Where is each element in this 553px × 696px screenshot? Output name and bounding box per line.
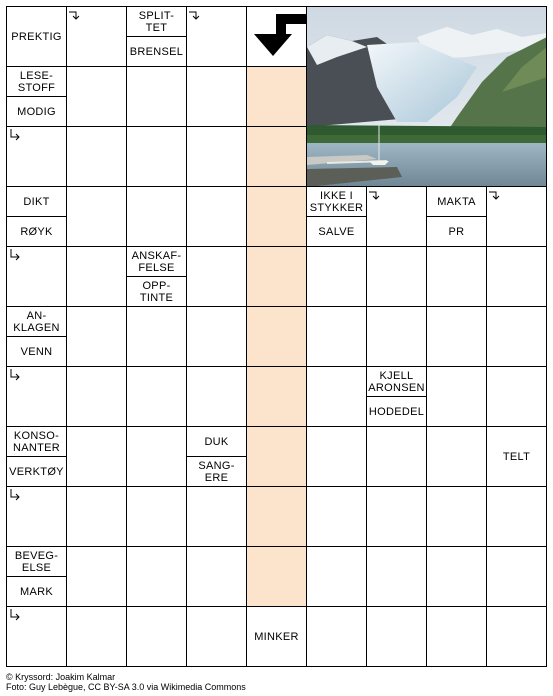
clue-mark: MARK [20, 585, 53, 598]
grid-cell[interactable] [307, 247, 367, 307]
clue-brensel: BRENSEL [129, 45, 184, 58]
credit-crossword: © Kryssord: Joakim Kalmar [6, 672, 116, 682]
clue-sangere: SANG- ERE [198, 459, 235, 484]
grid-cell[interactable] [127, 307, 187, 367]
grid-cell[interactable] [307, 607, 367, 667]
grid-cell[interactable] [367, 247, 427, 307]
grid-cell[interactable] [7, 247, 67, 307]
credits [6, 672, 246, 692]
grid-cell[interactable] [127, 367, 187, 427]
grid-cell[interactable] [187, 547, 247, 607]
grid-cell[interactable] [7, 367, 67, 427]
grid-cell[interactable] [427, 247, 487, 307]
grid-cell[interactable] [367, 307, 427, 367]
grid-cell[interactable] [67, 367, 127, 427]
glacier-fjord-photo [307, 7, 546, 186]
grid-cell[interactable] [187, 367, 247, 427]
grid-cell[interactable] [67, 127, 127, 187]
grid-cell[interactable] [187, 187, 247, 247]
grid-cell[interactable] [487, 367, 547, 427]
clue-kjell-aronsen: KJELL ARONSEN [368, 369, 425, 394]
clue-prektig: PREKTIG [11, 30, 62, 43]
grid-cell[interactable] [487, 307, 547, 367]
grid-cell[interactable] [127, 127, 187, 187]
clue-makta: MAKTA [437, 195, 476, 208]
clue-splittet: SPLIT- TET [138, 9, 175, 34]
grid-cell[interactable] [67, 607, 127, 667]
grid-cell[interactable] [127, 67, 187, 127]
arrow-right-down-icon [489, 192, 499, 199]
grid-cell[interactable] [307, 367, 367, 427]
clue-opptinte: OPP- TINTE [139, 279, 174, 304]
arrow-right-down-icon [369, 192, 379, 199]
grid-cell[interactable] [427, 307, 487, 367]
grid-cell[interactable] [367, 427, 427, 487]
grid-cell[interactable] [187, 487, 247, 547]
grid-cell[interactable] [187, 127, 247, 187]
grid-cell[interactable] [7, 127, 67, 187]
credit-photo: Foto: Guy Lebègue, CC BY-SA 3.0 via Wikimedia Commons [6, 682, 246, 692]
grid-cell[interactable] [487, 547, 547, 607]
arrow-right-down-icon [69, 12, 79, 19]
grid-cell[interactable] [127, 187, 187, 247]
grid-cell[interactable] [67, 427, 127, 487]
grid-cell[interactable] [187, 247, 247, 307]
grid-cell[interactable] [187, 307, 247, 367]
grid-cell[interactable] [307, 307, 367, 367]
clue-pr: PR [448, 225, 465, 238]
clue-anskaffelse: ANSKAF- FELSE [131, 249, 182, 274]
arrow-down-right-icon [11, 489, 19, 500]
arrow-right-down-icon [189, 12, 199, 19]
clue-venn: VENN [20, 345, 53, 358]
grid-cell[interactable] [427, 607, 487, 667]
grid-cell[interactable] [367, 547, 427, 607]
arrow-down-right-icon [11, 249, 19, 260]
grid-cell[interactable] [427, 547, 487, 607]
grid-cell[interactable] [67, 67, 127, 127]
grid-cell[interactable] [67, 187, 127, 247]
clue-duk: DUK [204, 435, 229, 448]
grid-cell[interactable] [67, 487, 127, 547]
grid-cell[interactable] [427, 487, 487, 547]
grid-cell[interactable] [487, 607, 547, 667]
clue-salve: SALVE [318, 225, 355, 238]
clue-minker: MINKER [254, 630, 299, 643]
grid-cell[interactable] [67, 247, 127, 307]
grid-cell[interactable] [127, 547, 187, 607]
clue-hodedel: HODEDEL [368, 405, 425, 418]
grid-cell[interactable] [127, 487, 187, 547]
arrow-down-right-icon [11, 369, 19, 380]
grid-cell[interactable] [127, 427, 187, 487]
grid-cell[interactable] [67, 547, 127, 607]
clue-royk: RØYK [20, 225, 53, 238]
grid-cell[interactable] [7, 487, 67, 547]
grid-cell[interactable] [7, 607, 67, 667]
clue-lesestoff: LESE- STOFF [17, 69, 56, 94]
solution-column-highlight [246, 66, 306, 606]
grid-cell[interactable] [67, 307, 127, 367]
grid-cell[interactable] [487, 247, 547, 307]
grid-cell[interactable] [487, 487, 547, 547]
grid-cell[interactable] [127, 607, 187, 667]
bent-arrow-down-icon [254, 14, 306, 56]
clue-verktoy: VERKTØY [9, 465, 64, 478]
arrow-down-right-icon [11, 129, 19, 140]
grid-cell[interactable] [187, 607, 247, 667]
clue-bevegelse: BEVEG- ELSE [14, 549, 59, 574]
clue-konsonanter: KONSO- NANTER [12, 429, 61, 454]
grid-cell[interactable] [307, 487, 367, 547]
grid-cell[interactable] [367, 607, 427, 667]
clue-modig: MODIG [17, 105, 56, 118]
grid-cell[interactable] [427, 427, 487, 487]
grid-cell[interactable] [307, 547, 367, 607]
grid-cell[interactable] [427, 367, 487, 427]
grid-cell[interactable] [187, 67, 247, 127]
grid-cell[interactable] [367, 487, 427, 547]
clue-ikke-i-stykker: IKKE I STYKKER [309, 189, 364, 214]
clue-telt: TELT [502, 450, 531, 463]
clue-anklagen: AN- KLAGEN [13, 309, 60, 334]
arrow-down-right-icon [11, 609, 19, 620]
grid-cell[interactable] [307, 427, 367, 487]
clue-dikt: DIKT [23, 195, 50, 208]
